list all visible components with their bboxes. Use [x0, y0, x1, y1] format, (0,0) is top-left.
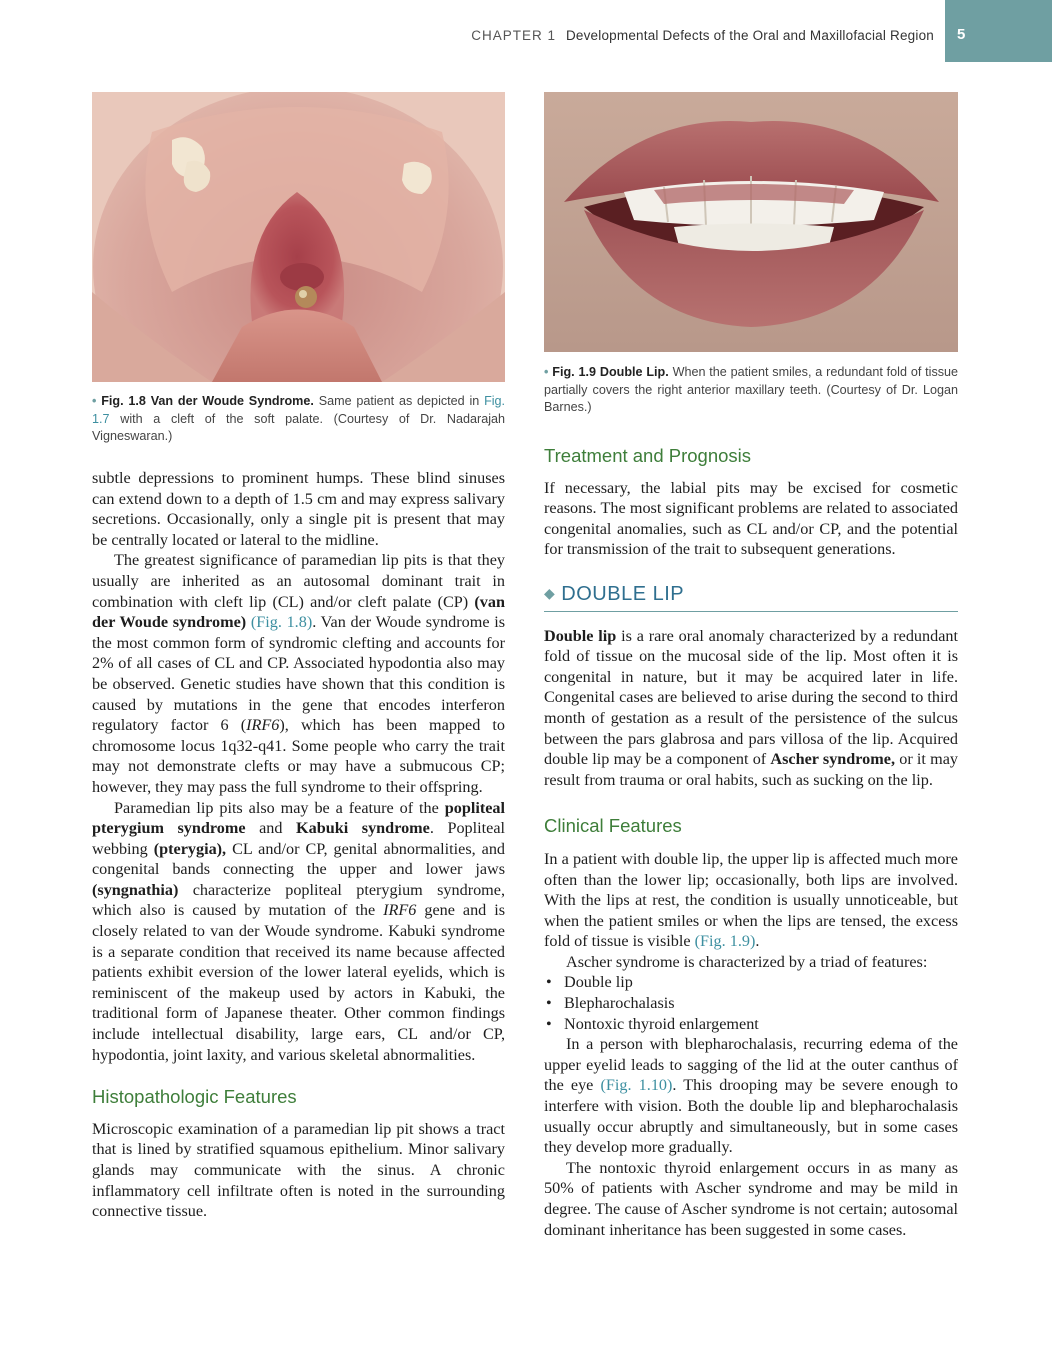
major-heading — [544, 583, 958, 612]
term-bold: (syngnathia) — [92, 880, 179, 899]
gene-name: IRF6 — [246, 716, 280, 735]
figure-reference-link[interactable]: Fig. 1.7 — [92, 394, 506, 426]
caption-text: with a cleft of the soft palate. (Courtesy of Dr. Nadarajah Vigneswaran.) — [92, 411, 506, 443]
smile-photo — [544, 92, 958, 352]
paragraph — [544, 1034, 958, 1158]
figure-1-8-image — [92, 92, 505, 382]
figure-1-9-caption — [544, 364, 958, 417]
text: In a person with blepharochalasis, recurring edema of the upper eyelid leads to sagging of the lid at the outer canthus of the eye — [544, 1035, 958, 1095]
term-bold: Ascher syndrome, — [770, 750, 895, 769]
feature-list — [544, 972, 958, 1034]
figure-number: Fig. 1.8 — [101, 394, 146, 408]
chapter-label: CHAPTER 1 — [471, 28, 556, 43]
paragraph: subtle depressions to prominent humps. These blind sinuses can extend down to a depth of 1.5 cm and may express salivary secretions. Occasionally, only a single pit is present that may be centrally located or lateral to the midline. — [92, 469, 505, 549]
section-heading: Histopathologic Features — [92, 1086, 297, 1108]
text: Paramedian lip pits also may be a feature of the — [114, 798, 439, 817]
text: or it may result from trauma or oral habits, such as sucking on the lip. — [544, 750, 959, 789]
gene-name: IRF6 — [383, 901, 417, 920]
text: gene and is closely related to van der Woude syndrome. Kabuki syndrome is a separate condition that received its name because affected patients exhibit eversion of the lower lateral eyelids, which is reminiscent of the makeup used by actors in Kabuki, the traditional form of Japanese theater. Other common findings include intellectual disability, large ears, CL and/or CP, hypodontia, joint laxity, and various skeletal abnormalities. — [92, 901, 506, 1064]
paragraph — [544, 626, 958, 791]
heading-text: DOUBLE LIP — [561, 582, 685, 605]
paragraph: Microscopic examination of a paramedian lip pit shows a tract that is lined by stratified squamous epithelium. Minor salivary glands may communicate with the sinus. A chronic inflammatory cell infiltrate often is noted in the surrounding connective tissue. — [92, 1119, 505, 1221]
figure-1-8-caption — [92, 393, 505, 446]
paragraph: Ascher syndrome is characterized by a triad of features: — [566, 952, 928, 971]
header-text — [471, 28, 934, 43]
text: In a patient with double lip, the upper lip is affected much more often than the lower lip; occasionally, both lips are involved. With the lips at rest, the condition is usually unnoticeable, but when the patient smiles or when the lips are tensed, the excess fold of tissue is visible — [544, 849, 958, 951]
figure-title: Van der Woude Syndrome. — [150, 394, 314, 408]
caption-text: Same patient as depicted in — [318, 394, 480, 408]
figure-reference-link[interactable]: (Fig. 1.10) — [600, 1076, 673, 1095]
section-heading: Clinical Features — [544, 815, 682, 837]
text: . Van der Woude syndrome is the most common form of syndromic clefting and accounts for 2% of all cases of CL and CP. Associated hypodontia also may be observed. Genetic studies have shown that this condition is caused by mutations in the gene that encodes interferon regulatory factor 6 ( — [92, 613, 506, 735]
figure-title: Double Lip. — [599, 365, 669, 379]
right-column — [544, 446, 958, 1240]
chapter-title: Developmental Defects of the Oral and Maxillofacial Region — [565, 28, 934, 43]
term-bold: Double lip — [544, 626, 617, 645]
paragraph — [92, 550, 505, 797]
figure-1-9-image — [544, 92, 958, 352]
term-bold: (van der Woude syndrome) — [92, 592, 506, 632]
text: and — [259, 819, 283, 838]
running-header — [0, 0, 1052, 62]
figure-reference-link[interactable]: (Fig. 1.8) — [250, 613, 313, 632]
caption-bullet: • — [544, 365, 549, 379]
paragraph: If necessary, the labial pits may be excised for cosmetic reasons. The most significant problems are related to associated congenital anomalies, such as CL and/or CP, and the potential for transmission of the trait to subsequent generations. — [544, 478, 958, 559]
section-heading: Treatment and Prognosis — [544, 445, 752, 466]
text: . — [755, 932, 760, 951]
text: . Popliteal webbing — [92, 819, 506, 858]
paragraph: The nontoxic thyroid enlargement occurs in as many as 50% of patients with Ascher syndrome and may be mild in degree. The cause of Ascher syndrome is not certain; autosomal dominant inheritance has been suggested in some cases. — [544, 1158, 958, 1239]
caption-bullet: • — [92, 394, 97, 408]
text: ), which has been mapped to chromosome locus 1q32-q41. Some people who carry the trait may not demonstrate clefts or may have a submucous CP; however, they may pass the full syndrome to their offspring. — [92, 716, 506, 796]
term-bold: (pterygia), — [153, 839, 227, 858]
caption-text: When the patient smiles, a redundant fold of tissue partially covers the right anterior maxillary teeth. (Courtesy of Dr. Logan Barnes.) — [544, 365, 959, 414]
text: . This drooping may be severe enough to interfere with vision. Both the double lip and blepharochalasis usually occur abruptly and simultaneously, but in some cases they develop more gradually. — [544, 1076, 959, 1157]
palate-photo — [92, 92, 505, 382]
list-item: • Blepharochalasis — [544, 993, 958, 1014]
term-bold: Kabuki syndrome — [296, 819, 430, 838]
paragraph — [544, 849, 958, 952]
page-number-box — [945, 0, 1052, 62]
text: is a rare oral anomaly characterized by a redundant fold of tissue on the mucosal side of the lip. Most often it is congenital in nature, but it may be acquired later in life. Congenital cases are believed to arise during the second to third month of gestation as a result of the persistence of the sulcus between the pars glabrosa and pars villosa of the lip. Acquired double lip may be a component of — [544, 626, 958, 769]
page-number: 5 — [957, 26, 966, 43]
figure-reference-link[interactable]: (Fig. 1.9) — [694, 932, 756, 951]
left-column — [92, 468, 505, 1222]
term-bold: popliteal pterygium syndrome — [92, 798, 506, 838]
figure-number: Fig. 1.9 — [552, 365, 596, 379]
list-item: • Double lip — [544, 972, 958, 993]
list-item: • Nontoxic thyroid enlargement — [544, 1014, 958, 1035]
paragraph — [92, 798, 505, 1066]
text: characterize popliteal pterygium syndrome, which also is caused by mutation of the — [92, 880, 506, 920]
text: The greatest significance of paramedian lip pits is that they usually are inherited as an autosomal dominant trait in combination with cleft lip (CL) and/or cleft palate (CP) — [92, 551, 505, 611]
diamond-icon: ◆ — [544, 584, 556, 601]
text: CL and/or CP, genital abnormalities, and congenital bands connecting the upper and lower jaws — [92, 839, 506, 879]
